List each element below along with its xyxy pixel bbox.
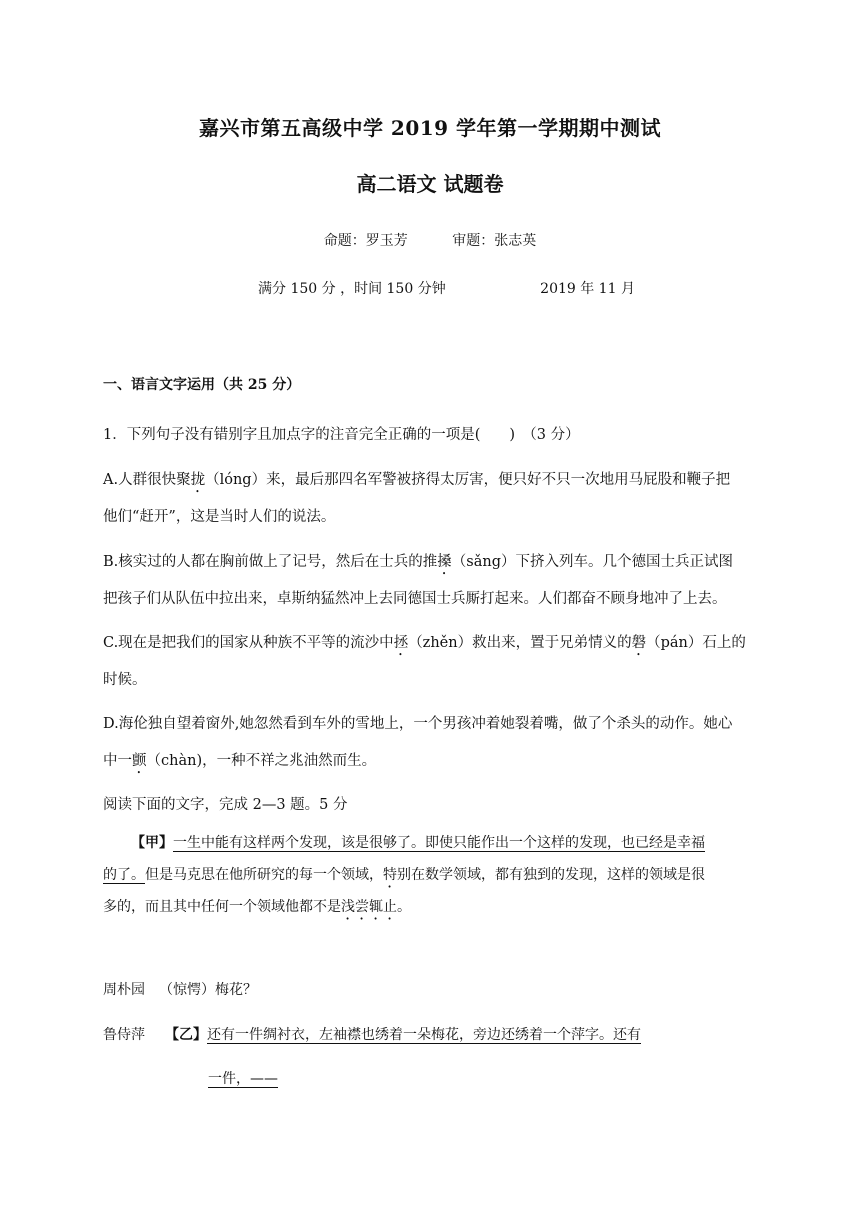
dotted-char: 拢 xyxy=(190,472,206,488)
underlined-text: 的了。 xyxy=(103,867,145,883)
option-a-line-2: 他们“赶开”，这是当时人们的说法。 xyxy=(103,509,336,525)
passage-jia-line-1 xyxy=(103,832,705,852)
option-c-line-1 xyxy=(103,631,746,659)
jia-tag: 【甲】 xyxy=(131,835,173,851)
speaker-line: （惊愕）梅花？ xyxy=(159,982,257,998)
dialogue-lu-line-2 xyxy=(208,1068,278,1088)
text-run: 别在数学领域，都有独到的发现，这样的领域是很 xyxy=(397,867,705,883)
dotted-char: 拯 xyxy=(393,635,409,651)
dialogue-lu-line-1 xyxy=(103,1024,641,1044)
underlined-text: 还有一件绸衬衣，左袖襟也绣着一朵梅花，旁边还绣着一个萍字。还有 xyxy=(207,1027,641,1043)
dialogue-zhou xyxy=(103,979,257,999)
text-run: 中一 xyxy=(103,753,132,769)
option-b-line-2: 把孩子们从队伍中拉出来，卓斯纳猛然冲上去同德国士兵厮打起来。人们都奋不顾身地冲了上去。 xyxy=(103,591,727,607)
text-run: 。 xyxy=(397,899,411,915)
exam-subtitle: 高二语文 试题卷 xyxy=(356,172,504,196)
text-run: B.核实过的人都在胸前做上了记号，然后在士兵的推 xyxy=(103,554,438,570)
dotted-char: 颤 xyxy=(132,753,147,769)
dotted-char: 磐 xyxy=(631,635,647,651)
reviewer-label: 审题：张志英 xyxy=(452,233,537,249)
text-run: （zhěn）救出来，置于兄弟情义的 xyxy=(408,635,632,651)
speaker-name: 周朴园 xyxy=(103,982,145,998)
speaker-name: 鲁侍萍 xyxy=(103,1027,145,1043)
text-run: 但是马克思在他所研究的每一个领域， xyxy=(145,867,383,883)
text-run: C.现在是把我们的国家从种族不平等的流沙中 xyxy=(103,635,394,651)
reading-intro: 阅读下面的文字，完成 2—3 题。5 分 xyxy=(103,797,348,813)
dotted-char: 特 xyxy=(383,867,397,883)
option-b-line-1 xyxy=(103,550,733,578)
option-c-line-2: 时候。 xyxy=(103,672,147,688)
underlined-text: 一件，—— xyxy=(208,1071,278,1087)
section-heading: 一、语言文字运用（共 25 分） xyxy=(103,377,301,393)
text-run: （pán）石上的 xyxy=(646,635,746,651)
option-d-line-1: D.海伦独自望着窗外,她忽然看到车外的雪地上，一个男孩冲着她裂着嘴，做了个杀头的动作。她心 xyxy=(103,716,733,732)
dotted-chars: 浅尝辄止 xyxy=(341,899,397,915)
passage-jia-line-2 xyxy=(103,864,705,891)
passage-jia-line-3 xyxy=(103,896,411,923)
authors-line xyxy=(0,230,860,250)
yi-tag: 【乙】 xyxy=(165,1027,207,1043)
option-d-line-2 xyxy=(103,749,376,777)
dotted-char: 搡 xyxy=(437,554,452,570)
author-label: 命题：罗玉芳 xyxy=(323,233,408,249)
option-a-line-1 xyxy=(103,468,730,496)
exam-date: 2019 年 11 月 xyxy=(540,281,635,297)
text-run: （chàn)，一种不祥之兆油然而生。 xyxy=(146,753,377,769)
text-run: 多的，而且其中任何一个领域他都不是 xyxy=(103,899,341,915)
question-1-stem: 1．下列句子没有错别字且加点字的注音完全正确的一项是( ) （3 分） xyxy=(103,427,580,443)
meta-line xyxy=(258,278,635,298)
score-time: 满分 150 分 ，时间 150 分钟 xyxy=(258,281,446,297)
exam-title: 嘉兴市第五高级中学 2019 学年第一学期期中测试 xyxy=(198,116,662,140)
underlined-text: 一生中能有这样两个发现，该是很够了。即使只能作出一个这样的发现，也已经是幸福 xyxy=(173,835,705,851)
text-run: （sǎng）下挤入列车。几个德国士兵正试图 xyxy=(451,554,733,570)
text-run: （lóng）来，最后那四名军警被挤得太厉害，便只好不只一次地用马屁股和鞭子把 xyxy=(205,472,731,488)
text-run: A.人群很快聚 xyxy=(103,472,191,488)
